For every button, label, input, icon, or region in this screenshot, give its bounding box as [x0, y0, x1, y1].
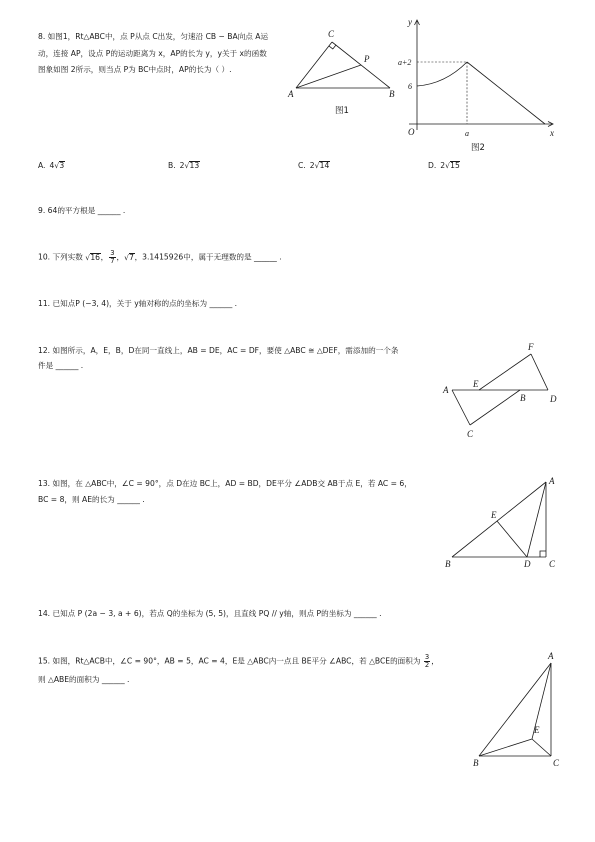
fraction-numerator: 3: [110, 249, 115, 257]
q12-text-line-2: 件是 ______ .: [38, 361, 84, 370]
y-axis-label: y: [408, 17, 412, 27]
option-coefficient: 2: [440, 161, 446, 170]
q13-figure: [440, 474, 565, 572]
label-f: F: [528, 342, 534, 352]
q8-option-a: [38, 161, 65, 171]
side-ca: [296, 42, 332, 88]
q10-sqrt-7: [124, 253, 134, 263]
q8-option-c: [298, 161, 330, 171]
q15-text-line-1: [38, 654, 439, 669]
label-a: A: [443, 385, 449, 395]
figure-1-caption: 图1: [335, 106, 349, 116]
q11-text: 11. 已知点P (−3, 4)，关于 y轴对称的点的坐标为 ______ .: [38, 299, 238, 308]
label-e: E: [473, 379, 479, 389]
q8-text-line-3: 图象如图 2所示，则当点 P为 BC中点时，AP的长为（ ）.: [38, 65, 232, 74]
separator: ，: [100, 252, 109, 262]
separator: ，: [116, 252, 125, 262]
radical-sign: √: [314, 161, 320, 170]
label-d: D: [550, 394, 557, 404]
q15-text-after: ，: [431, 656, 439, 666]
q15-text-before: 15. 如图，Rt△ACB中，∠C = 90°，AB = 5，AC = 4，E是 △ABC内一点且 BE平分 ∠ABC，若 △BCE的面积为: [38, 656, 423, 666]
side-ab: [452, 482, 546, 557]
fraction-denominator: 2: [424, 661, 430, 669]
graph-curve-segment: [417, 62, 467, 86]
q15-figure: [465, 650, 565, 770]
side-fd: [531, 354, 548, 390]
radicand: 7: [129, 252, 134, 262]
right-angle-mark-c: [329, 45, 336, 49]
radical-sign: √: [124, 252, 129, 262]
q12-text-line-1: 12. 如图所示，A，E，B，D在同一直线上，AB = DE，AC = DF，要使 △ABC ≅ △DEF，需添加的一个条: [38, 346, 399, 355]
segment-ec: [532, 739, 551, 756]
option-letter: A.: [38, 161, 46, 170]
q10-fraction: [109, 250, 115, 265]
q12-figure: [440, 340, 565, 440]
segment-ap: [296, 65, 361, 88]
label-c: C: [553, 758, 560, 768]
label-c: C: [467, 429, 474, 439]
q8-text-line-1: 8. 如图1，Rt△ABC中，点 P从点 C出发，匀速沿 CB − BA向点 A运: [38, 32, 269, 41]
option-coefficient: 4: [49, 161, 55, 170]
option-letter: D.: [428, 161, 437, 170]
option-coefficient: 2: [179, 161, 185, 170]
label-c: C: [328, 29, 335, 39]
q8-figure-2-graph: [393, 16, 563, 156]
radicand: 13: [189, 161, 200, 170]
x-tick-a: a: [465, 129, 469, 138]
radical-expression: [184, 161, 199, 171]
y-tick-6: 6: [408, 82, 412, 91]
q15-text-line-2: 则 △ABE的面积为 ______ .: [38, 675, 130, 684]
q9-text: 9. 64的平方根是 ______ .: [38, 206, 126, 215]
radical-expression: [445, 161, 460, 171]
radicand: 15: [450, 161, 460, 170]
q10-text-after: ，3.1415926中，属于无理数的是 ______ .: [134, 252, 282, 262]
label-a: A: [549, 476, 555, 486]
q14-text: 14. 已知点 P (2a − 3, a + 6)，若点 Q的坐标为 (5, 5)，且直线 PQ // y轴，则点 P的坐标为 ______ .: [38, 609, 382, 618]
graph-line-segment: [467, 62, 545, 124]
q13-text-line-1: 13. 如图，在 △ABC中，∠C = 90°，点 D在边 BC上，AD = BD，DE平分 ∠ADB交 AB于点 E，若 AC = 6，: [38, 479, 412, 488]
x-axis-label: x: [550, 128, 554, 138]
figure-2-caption: 图2: [471, 143, 485, 153]
label-b: B: [389, 89, 395, 99]
q15-fraction: [424, 654, 430, 669]
radical-expression: [315, 161, 330, 171]
q8-figure-1: [285, 20, 405, 120]
side-cb: [470, 390, 520, 425]
segment-de: [497, 521, 527, 557]
label-e: E: [491, 510, 497, 520]
q10-text-before: 10. 下列实数: [38, 252, 86, 262]
segment-ad: [527, 482, 546, 557]
y-tick-a-plus-2: a+2: [398, 58, 412, 67]
label-a: A: [288, 89, 294, 99]
option-letter: C.: [298, 161, 306, 170]
label-e: E: [534, 725, 540, 735]
q8-text-line-2: 动，连接 AP，设点 P的运动距离为 x，AP的长为 y，y关于 x的函数: [38, 49, 267, 58]
side-ef: [479, 354, 531, 390]
label-d: D: [524, 559, 531, 569]
label-a: A: [548, 651, 554, 661]
radicand: 3: [59, 161, 65, 170]
fraction-denominator: 7: [110, 257, 115, 265]
radical-sign: √: [85, 252, 91, 262]
label-b: B: [445, 559, 451, 569]
q8-option-d: [428, 161, 460, 171]
right-angle-mark-c: [540, 551, 546, 557]
segment-be: [479, 739, 532, 756]
q13-text-line-2: BC = 8，则 AE的长为 ______ .: [38, 495, 145, 504]
fraction-numerator: 3: [424, 653, 430, 661]
radicand: 16: [90, 252, 100, 262]
radical-sign: √: [184, 161, 190, 170]
radical-sign: √: [54, 161, 60, 170]
radical-expression: [54, 161, 64, 171]
side-ab: [479, 663, 551, 756]
side-ac: [452, 390, 470, 425]
option-coefficient: 2: [309, 161, 315, 170]
origin-label: O: [408, 127, 415, 137]
q10-text: [38, 250, 282, 265]
q8-option-b: [168, 161, 200, 171]
label-b: B: [473, 758, 479, 768]
label-p: P: [364, 54, 370, 64]
radicand: 14: [319, 161, 330, 170]
label-b: B: [520, 393, 526, 403]
option-letter: B.: [168, 161, 176, 170]
label-c: C: [549, 559, 556, 569]
q10-sqrt-16: [85, 253, 100, 263]
radical-sign: √: [445, 161, 450, 170]
